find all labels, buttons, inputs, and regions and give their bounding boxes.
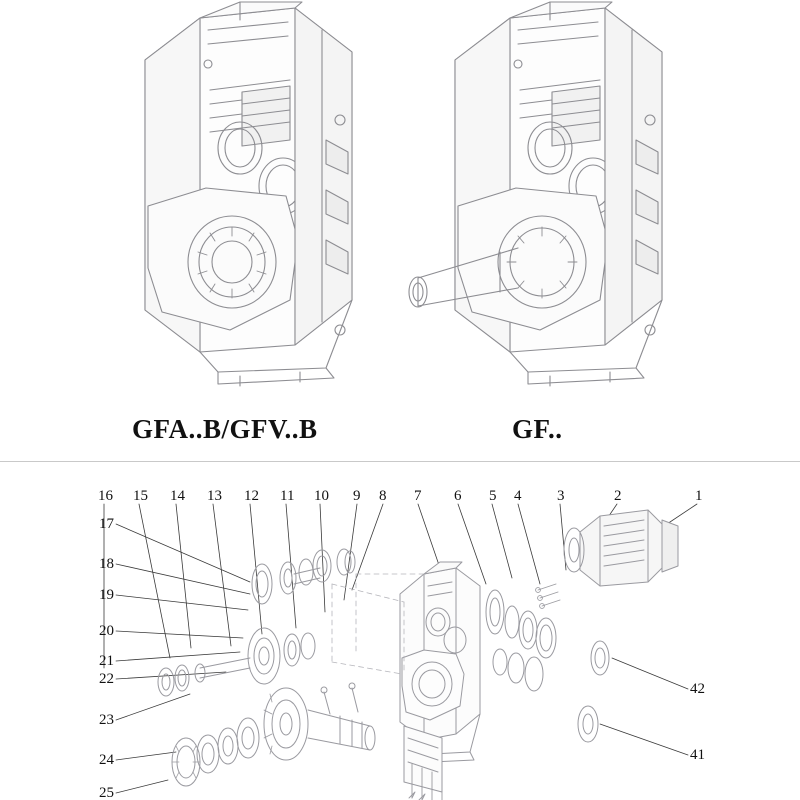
- callout-41: 41: [690, 747, 705, 763]
- callout-4: 4: [514, 488, 522, 504]
- callout-22: 22: [99, 671, 114, 687]
- callout-25: 25: [99, 785, 114, 800]
- callout-14: 14: [170, 488, 185, 504]
- caption-gfa-gfv: GFA..B/GFV..B: [132, 414, 318, 444]
- callout-15: 15: [133, 488, 148, 504]
- callout-8: 8: [379, 488, 387, 504]
- callout-16: 16: [98, 488, 113, 504]
- exploded-diagram-drawing: [0, 462, 800, 800]
- callout-3: 3: [557, 488, 565, 504]
- callout-1: 1: [695, 488, 703, 504]
- callout-24: 24: [99, 752, 114, 768]
- caption-gf: GF..: [512, 414, 563, 444]
- callout-42: 42: [690, 681, 705, 697]
- callout-6: 6: [454, 488, 462, 504]
- callout-21: 21: [99, 653, 114, 669]
- callout-11: 11: [280, 488, 295, 504]
- callout-19: 19: [99, 587, 114, 603]
- callout-10: 10: [314, 488, 329, 504]
- callout-9: 9: [353, 488, 361, 504]
- callout-12: 12: [244, 488, 259, 504]
- exploded-parts-diagram: [0, 462, 800, 800]
- gear-unit-right-drawing: [400, 0, 700, 400]
- callout-5: 5: [489, 488, 497, 504]
- callout-23: 23: [99, 712, 114, 728]
- callout-20: 20: [99, 623, 114, 639]
- callout-18: 18: [99, 556, 114, 572]
- callout-7: 7: [414, 488, 422, 504]
- callout-13: 13: [207, 488, 222, 504]
- gear-unit-left-drawing: [90, 0, 390, 400]
- callout-17: 17: [99, 516, 114, 532]
- callout-2: 2: [614, 488, 622, 504]
